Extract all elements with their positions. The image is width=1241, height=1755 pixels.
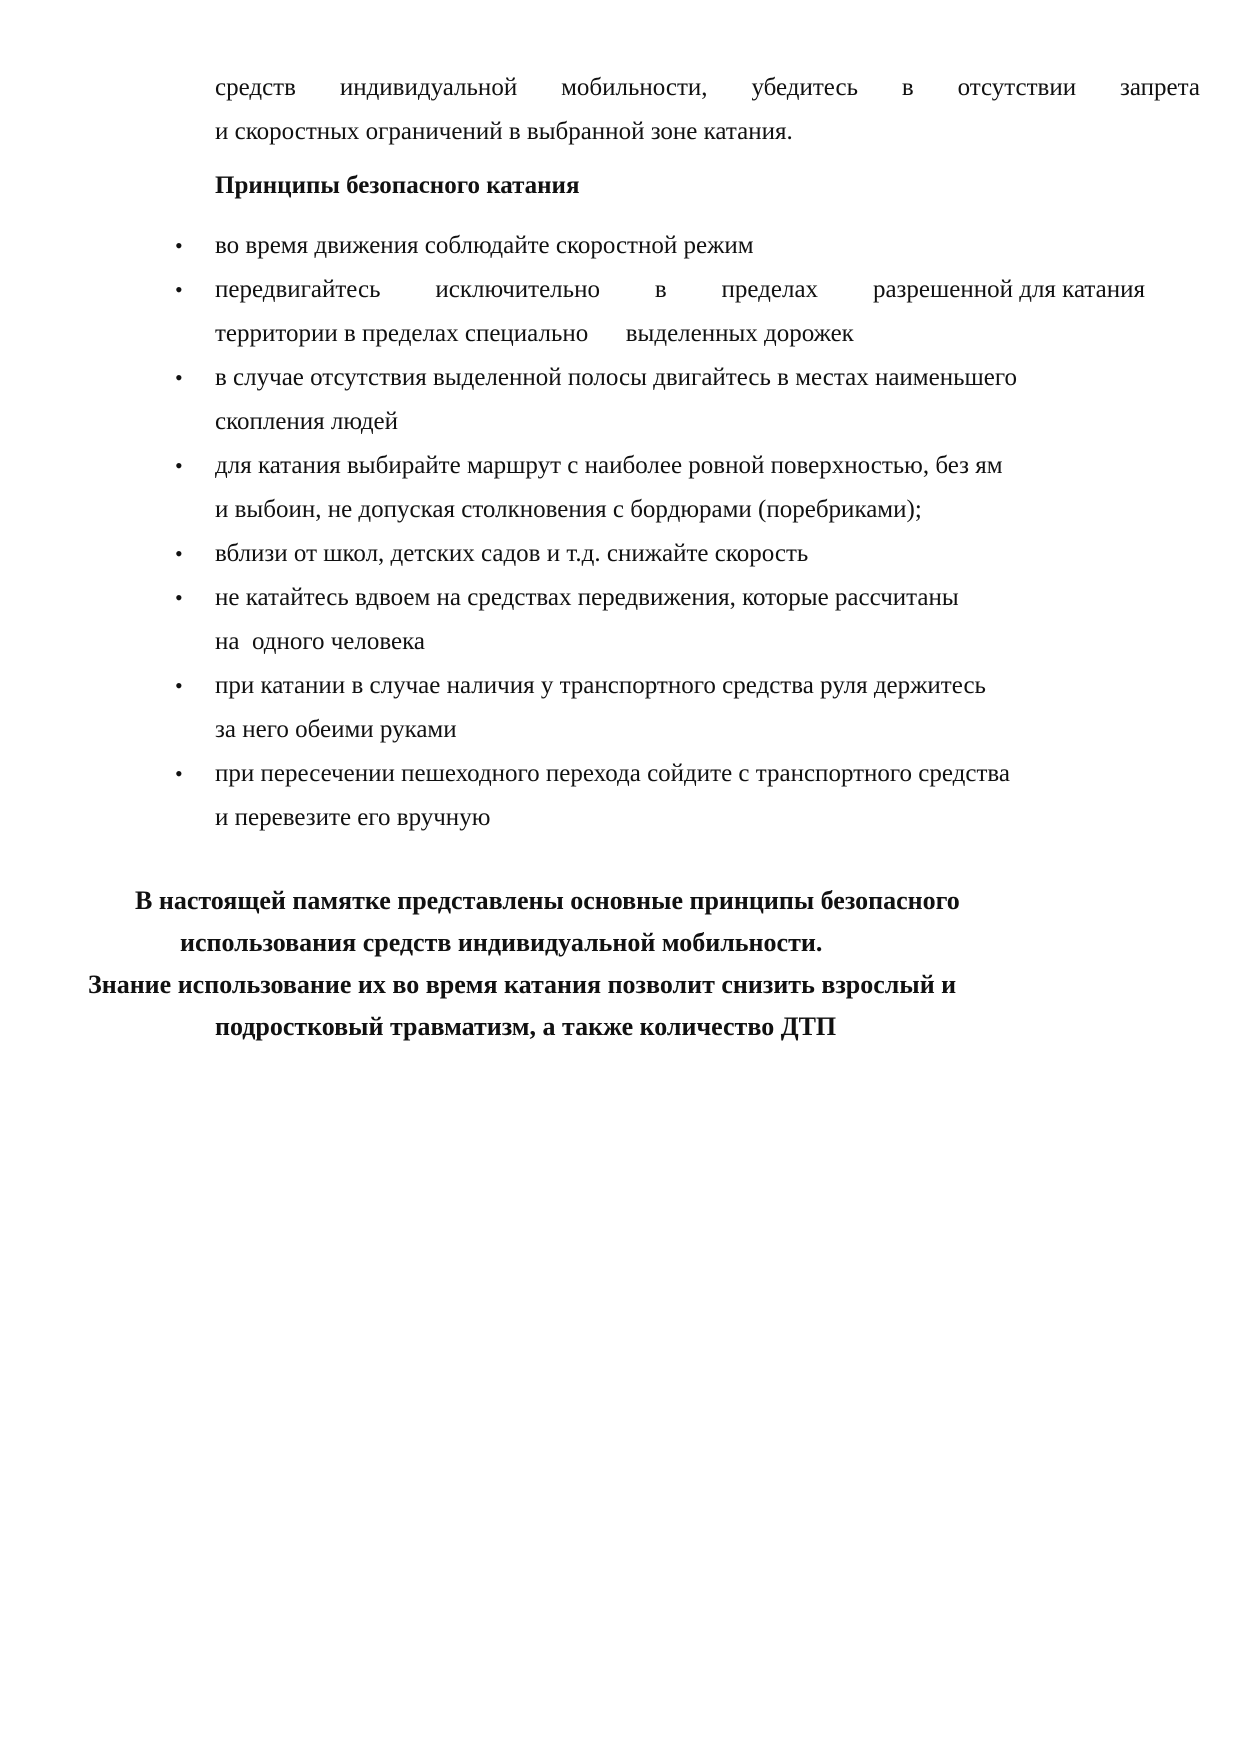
intro-line-2: и скоростных ограничений в выбранной зоне катания. [215, 118, 793, 145]
list-item-text: во время движения соблюдайте скоростной режим [215, 232, 754, 259]
list-item-text: за него обеими руками [215, 716, 457, 743]
list-item [0, 356, 1155, 444]
intro-line-1 [215, 66, 1200, 110]
list-item-word: пределах [721, 276, 819, 303]
bullet-icon: • [175, 453, 183, 478]
intro-word: индивидуальной [339, 74, 518, 101]
list-item [0, 444, 1155, 532]
list-item-text [215, 268, 1145, 312]
bullet-icon: • [175, 541, 183, 566]
intro-word: отсутствии [957, 74, 1077, 101]
list-item-text: на одного человека [215, 628, 425, 655]
list-item-word: в [654, 276, 667, 303]
list-item-word: исключительно [435, 276, 600, 303]
summary-line-3: Знание использование их во время катания позволит снизить взрослый и [88, 970, 957, 999]
intro-word: средств [215, 74, 296, 101]
list-item-text: при катании в случае наличия у транспортного средства руля держитесь [215, 672, 986, 699]
list-item [0, 752, 1155, 840]
list-item-text: при пересечении пешеходного перехода сойдите с транспортного средства [215, 760, 1010, 787]
bullet-icon: • [175, 365, 183, 390]
list-item-text: не катайтесь вдвоем на средствах передвижения, которые рассчитаны [215, 584, 959, 611]
summary-line-4: подростковый травматизм, а также количество ДТП [215, 1012, 837, 1041]
bullet-icon: • [175, 761, 183, 786]
intro-paragraph [215, 66, 1200, 154]
intro-word: в [901, 74, 914, 101]
bullet-icon: • [175, 585, 183, 610]
list-item [0, 224, 1155, 268]
list-item-text: и выбоин, не допуская столкновения с бордюрами (поребриками); [215, 496, 922, 523]
list-item-text: для катания выбирайте маршрут с наиболее ровной поверхностью, без ям [215, 452, 1003, 479]
list-item-word: разрешенной для катания [872, 276, 1145, 303]
list-item [0, 664, 1155, 752]
list-item-text: и перевезите его вручную [215, 804, 491, 831]
intro-word: запрета [1119, 74, 1200, 101]
list-item [0, 532, 1155, 576]
summary-line-2: использования средств индивидуальной мобильности. [180, 928, 823, 957]
section-heading: Принципы безопасного катания [215, 172, 580, 199]
summary-line-1: В настоящей памятке представлены основные принципы безопасного [135, 886, 960, 915]
list-item [0, 268, 1155, 356]
list-item-text: в случае отсутствия выделенной полосы двигайтесь в местах наименьшего [215, 364, 1017, 391]
intro-word: убедитесь [751, 74, 859, 101]
list-item-text: территории в пределах специально выделенных дорожек [215, 320, 854, 347]
list-item [0, 576, 1155, 664]
list-item-text: вблизи от школ, детских садов и т.д. снижайте скорость [215, 540, 809, 567]
bullet-icon: • [175, 277, 183, 302]
summary-paragraph [0, 880, 1241, 1048]
intro-word: мобильности, [561, 74, 708, 101]
list-item-text: скопления людей [215, 408, 399, 435]
bullet-icon: • [175, 233, 183, 258]
bullet-icon: • [175, 673, 183, 698]
safety-rules-list [0, 224, 1241, 840]
list-item-word: передвигайтесь [215, 276, 381, 303]
